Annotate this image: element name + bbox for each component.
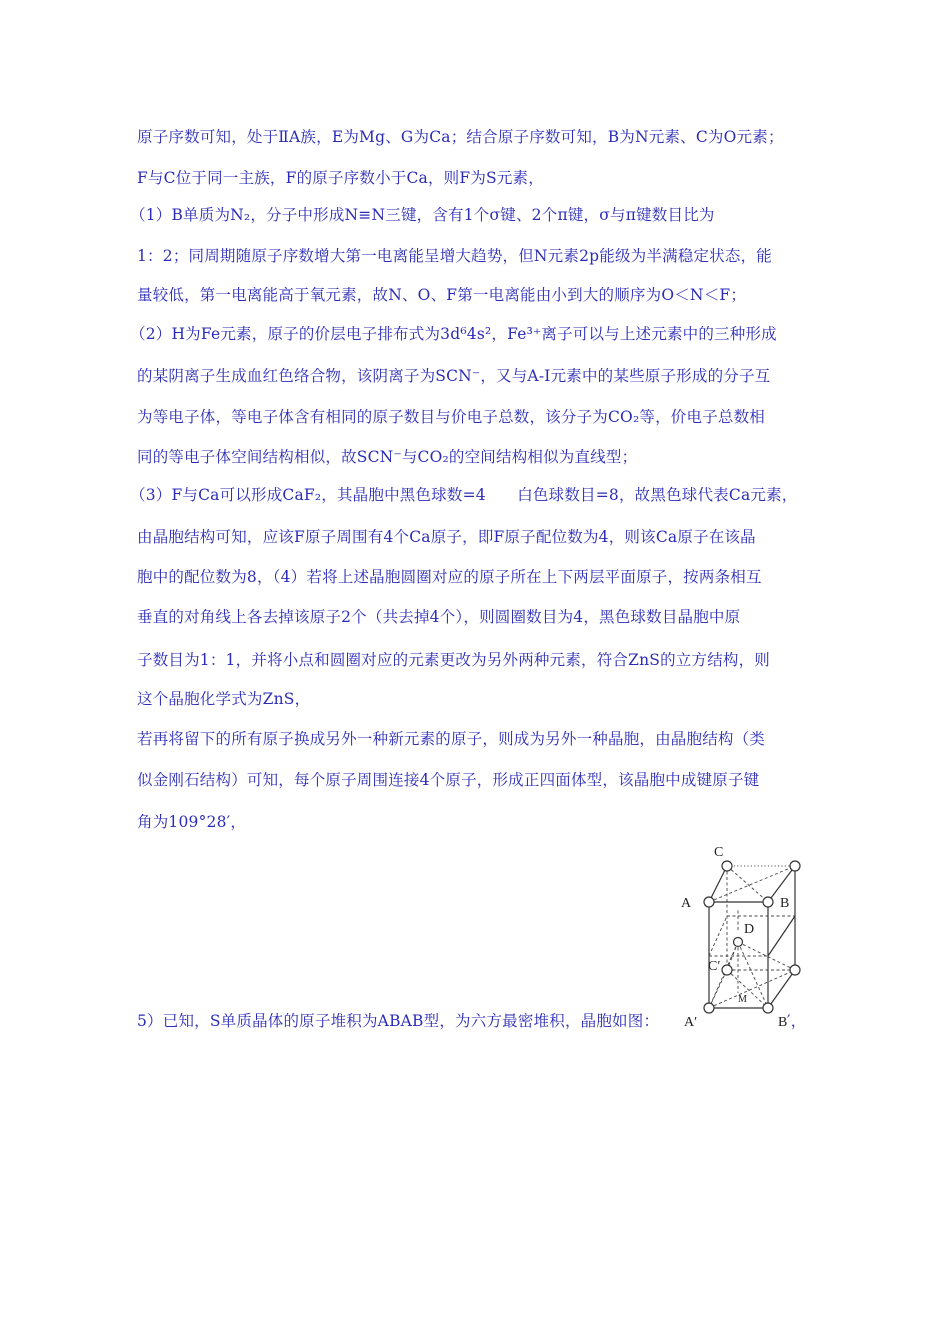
text-line-1: 原子序数可知，处于ⅡA族，E为Mg、G为Ca；结合原子序数可知，B为N元素、C为O元素； — [137, 128, 784, 146]
text-line-5: 量较低，第一电离能高于氧元素，故N、O、F第一电离能由小到大的顺序为O＜N＜F； — [137, 286, 747, 304]
text-line-4: 1：2；同周期随原子序数增大第一电离能呈增大趋势，但N元素2p能级为半满稳定状态，能 — [137, 247, 772, 265]
atom-b-prime — [763, 1003, 773, 1013]
top-left-edge — [709, 866, 727, 902]
text-line-16: 若再将留下的所有原子换成另外一种新元素的原子，则成为另外一种晶胞，由晶胞结构（类 — [137, 730, 766, 748]
label-b-prime: B — [778, 1015, 788, 1030]
text-line-19: 5）已知，S单质晶体的原子堆积为ABAB型，为六方最密堆积，晶胞如图： — [137, 1012, 660, 1030]
top-diagonal-2 — [727, 866, 768, 902]
label-c-prime: C′ — [708, 959, 721, 974]
atom-a — [704, 897, 714, 907]
label-b: B — [780, 896, 790, 911]
text-line-18: 角为109°28′， — [137, 813, 247, 831]
text-line-9: 同的等电子体空间结构相似，故SCN⁻与CO₂的空间结构相似为直线型； — [137, 448, 638, 466]
text-line-6: （2）H为Fe元素，原子的价层电子排布式为3d⁶4s²，Fe³⁺离子可以与上述元素中的三种形成 — [130, 325, 777, 343]
label-a-prime: A′ — [684, 1015, 698, 1030]
hexagonal-unit-cell-figure — [676, 838, 816, 1038]
label-a: A — [681, 896, 692, 911]
atom-top-right — [790, 861, 800, 871]
atom-c-prime — [722, 965, 732, 975]
text-line-15: 这个晶胞化学式为ZnS， — [137, 690, 311, 708]
inner-line-1 — [709, 942, 738, 1008]
text-line-11: 由晶胞结构可知，应该F原子周围有4个Ca原子，即F原子配位数为4，则该Ca原子在该晶 — [137, 528, 756, 546]
text-line-17: 似金刚石结构）可知，每个原子周围连接4个原子，形成正四面体型，该晶胞中成键原子键 — [137, 771, 760, 789]
bottom-left-edge — [709, 970, 727, 1008]
text-line-10: （3）F与Ca可以形成CaF₂，其晶胞中黑色球数=4 白色球数目=8，故黑色球代表Ca元素， — [130, 486, 798, 504]
text-line-14: 子数目为1：1，并将小点和圆圈对应的元素更改为另外两种元素，符合ZnS的立方结构，则 — [137, 651, 770, 669]
middle-right — [768, 916, 795, 956]
text-line-19-end: ′， — [787, 1012, 807, 1030]
text-line-13: 垂直的对角线上各去掉该原子2个（共去掉4个），则圆圈数目为4，黑色球数目晶胞中原 — [137, 608, 741, 626]
text-line-12: 胞中的配位数为8，（4）若将上述晶胞圆圈对应的原子所在上下两层平面原子，按两条相互 — [137, 568, 762, 586]
atom-d — [734, 938, 743, 947]
label-m: M — [738, 994, 747, 1005]
text-line-8: 为等电子体，等电子体含有相同的原子数目与价电子总数，该分子为CO₂等，价电子总数相 — [137, 408, 765, 426]
text-line-2: F与C位于同一主族，F的原子序数小于Ca，则F为S元素， — [137, 169, 544, 187]
atom-c — [722, 861, 732, 871]
text-line-3: （1）B单质为N₂，分子中形成N≡N三键，含有1个σ键、2个π键，σ与π键数目比为 — [130, 206, 715, 224]
label-c: C — [714, 845, 724, 860]
label-d: D — [744, 922, 755, 937]
middle-left — [709, 916, 727, 956]
atom-b — [763, 897, 773, 907]
text-line-7: 的某阴离子生成血红色络合物，该阴离子为SCN⁻，又与A-I元素中的某些原子形成的分子互 — [137, 367, 771, 385]
bottom-diagonal-2 — [727, 970, 768, 1008]
atom-bottom-right — [790, 965, 800, 975]
atom-a-prime — [704, 1003, 714, 1013]
